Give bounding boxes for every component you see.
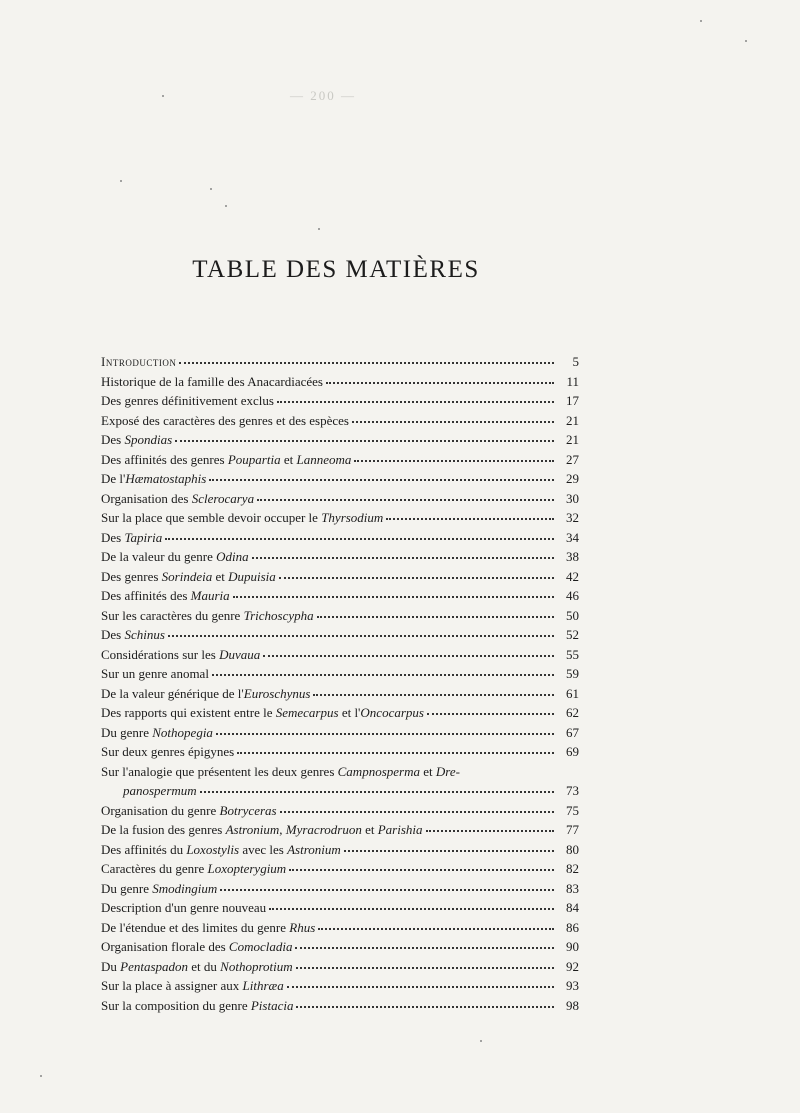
toc-entry-title xyxy=(101,937,292,957)
toc-title-fragment: et l' xyxy=(338,705,361,720)
toc-title-fragment: Parishia xyxy=(377,822,423,837)
toc-entry xyxy=(101,840,579,860)
toc-page-number: 73 xyxy=(566,783,579,798)
toc-title-fragment: Pentaspadon xyxy=(120,958,189,974)
toc-page-number: 27 xyxy=(566,451,579,467)
dot-leader xyxy=(237,751,554,754)
toc-title-fragment: Des xyxy=(101,529,125,545)
toc-title-fragment: Spondias xyxy=(124,432,173,447)
toc-page-number: 69 xyxy=(566,744,579,759)
toc-entry xyxy=(101,352,579,372)
toc-title-fragment: et du xyxy=(188,958,221,974)
toc-title-fragment: Considérations sur les xyxy=(101,646,220,662)
paper-speck xyxy=(120,180,122,182)
toc-title-fragment: Sorindeia xyxy=(161,568,213,584)
toc-title-fragment: Caractères du genre xyxy=(101,861,208,876)
toc-entry-title xyxy=(101,372,323,392)
toc-page-number: 55 xyxy=(566,646,579,662)
toc-entry xyxy=(101,567,579,587)
toc-title-fragment: Dre- xyxy=(435,763,460,779)
dot-leader xyxy=(200,790,554,793)
toc-page-number: 46 xyxy=(566,588,579,603)
dot-leader xyxy=(287,985,554,988)
dot-leader xyxy=(279,576,554,579)
dot-leader xyxy=(168,634,554,637)
page-title: TABLE DES MATIÈRES xyxy=(192,256,480,283)
toc-title-fragment: Du genre xyxy=(101,880,153,896)
toc-entry xyxy=(101,586,579,606)
toc-page-number: 29 xyxy=(566,471,579,486)
dot-leader xyxy=(252,556,554,559)
dot-leader xyxy=(296,966,554,969)
dot-leader xyxy=(212,673,554,676)
toc-entry xyxy=(101,762,579,782)
toc-entry xyxy=(101,606,579,626)
toc-entry-title xyxy=(101,762,460,782)
toc-title-fragment: De la valeur du genre xyxy=(101,549,217,564)
toc-entry-title xyxy=(101,411,349,431)
dot-leader xyxy=(269,907,554,910)
dot-leader xyxy=(313,693,554,696)
toc-entry-title xyxy=(101,567,276,587)
toc-title-fragment: De la valeur générique de l' xyxy=(101,685,244,701)
toc-entry xyxy=(101,469,579,489)
toc-title-fragment: Lanneoma xyxy=(296,451,352,467)
paper-speck xyxy=(745,40,747,42)
toc-title-fragment: Exposé des caractères des genres et des espèces xyxy=(101,412,349,428)
toc-title-fragment: Botryceras xyxy=(219,802,277,818)
toc-title-fragment: Campnosperma xyxy=(337,763,420,779)
toc-title-fragment: Sur la place à assigner aux xyxy=(101,978,243,993)
toc-title-fragment: Des genres définitivement exclus xyxy=(101,393,274,408)
toc-title-fragment: Oncocarpus xyxy=(360,705,424,720)
toc-title-fragment: Duvaua xyxy=(219,646,261,662)
dot-leader xyxy=(295,946,554,949)
toc-title-fragment: Sur l'analogie que présentent les deux genres xyxy=(101,763,338,779)
toc-entry-title xyxy=(101,957,293,977)
toc-page-number: 98 xyxy=(566,997,579,1013)
toc-title-fragment: Des rapports qui existent entre le xyxy=(101,705,276,720)
toc-entry-title xyxy=(101,528,162,548)
dot-leader xyxy=(179,361,554,364)
toc-entry-title xyxy=(101,781,197,801)
toc-page-number: 83 xyxy=(566,880,579,896)
toc-page-number: 61 xyxy=(566,685,579,701)
toc-page-number: 17 xyxy=(566,393,579,408)
toc-title-fragment: Sur les caractères du genre xyxy=(101,607,244,623)
dot-leader xyxy=(220,888,554,891)
toc-entry-title xyxy=(101,664,209,684)
toc-title-fragment: Hæmatostaphis xyxy=(125,471,207,486)
dot-leader xyxy=(354,459,554,462)
toc-entry xyxy=(101,820,579,840)
toc-title-fragment: et xyxy=(361,822,378,837)
dot-leader xyxy=(263,654,554,657)
toc-title-fragment: Astronium xyxy=(287,841,341,857)
toc-title-fragment: panospermum xyxy=(123,783,197,798)
toc-page-number: 50 xyxy=(566,607,579,623)
toc-page-number: 21 xyxy=(566,432,579,447)
toc-entry-title xyxy=(101,450,351,470)
toc-title-fragment: Des xyxy=(101,627,125,642)
toc-title-fragment: et xyxy=(419,763,436,779)
toc-title-fragment: Thyrsodium xyxy=(321,510,384,525)
toc-title-fragment: Mauria xyxy=(190,588,230,603)
toc-page-number: 32 xyxy=(566,510,579,525)
toc-entry-title xyxy=(101,586,230,606)
toc-title-fragment: Sclerocarya xyxy=(191,490,255,506)
toc-title-fragment: Rhus xyxy=(289,919,316,935)
toc-title-fragment: Organisation du genre xyxy=(101,802,220,818)
dot-leader xyxy=(317,615,554,618)
toc-entry-title xyxy=(101,801,277,821)
toc-entry xyxy=(101,489,579,509)
dot-leader xyxy=(344,849,554,852)
toc-title-fragment: Du xyxy=(101,958,121,974)
toc-entry xyxy=(101,372,579,392)
toc-entry-title xyxy=(101,508,383,528)
toc-title-fragment: , xyxy=(279,822,286,837)
toc-page-number: 67 xyxy=(566,724,579,740)
toc-entry xyxy=(101,996,579,1016)
dot-leader xyxy=(352,420,554,423)
toc-title-fragment: Des genres xyxy=(101,568,162,584)
toc-page-number: 75 xyxy=(566,802,579,818)
toc-entry xyxy=(101,976,579,996)
dot-leader xyxy=(216,732,554,735)
toc-title-fragment: et xyxy=(212,568,229,584)
toc-title-fragment: Astronium xyxy=(225,822,280,837)
toc-entry xyxy=(101,879,579,899)
toc-page-number: 86 xyxy=(566,919,579,935)
toc-title-fragment: Trichoscypha xyxy=(243,607,314,623)
toc-entry-title xyxy=(101,723,213,743)
toc-page-number: 80 xyxy=(566,841,579,857)
toc-entry xyxy=(101,664,579,684)
toc-page-number: 82 xyxy=(566,861,579,876)
toc-title-fragment: De l' xyxy=(101,471,126,486)
toc-title-fragment: Description d'un genre nouveau xyxy=(101,900,267,915)
table-of-contents xyxy=(101,352,579,1015)
toc-title-fragment: Myracrodruon xyxy=(285,822,362,837)
toc-entry-title xyxy=(101,859,286,879)
toc-entry xyxy=(101,937,579,957)
paper-speck xyxy=(210,188,212,190)
toc-page-number: 77 xyxy=(566,822,579,837)
paper-speck xyxy=(700,20,702,22)
toc-title-fragment: Sur la place que semble devoir occuper le xyxy=(101,510,322,525)
toc-entry xyxy=(101,391,579,411)
dot-leader xyxy=(289,868,554,871)
toc-entry-title xyxy=(101,430,172,450)
toc-page-number: 5 xyxy=(572,354,579,369)
dot-leader xyxy=(426,829,554,832)
toc-entry xyxy=(101,528,579,548)
toc-entry-title xyxy=(101,352,176,372)
dot-leader xyxy=(175,439,554,442)
toc-entry xyxy=(101,742,579,762)
toc-page-number: 30 xyxy=(566,490,579,506)
toc-entry-title xyxy=(101,469,206,489)
toc-entry-title xyxy=(101,703,424,723)
toc-entry-title xyxy=(101,879,217,899)
dot-leader xyxy=(277,400,554,403)
dot-leader xyxy=(318,927,554,930)
toc-title-fragment: et xyxy=(280,451,297,467)
toc-entry xyxy=(101,957,579,977)
dot-leader xyxy=(233,595,554,598)
toc-page-number: 21 xyxy=(566,412,579,428)
toc-title-fragment: Pistacia xyxy=(250,997,294,1013)
toc-page-number: 92 xyxy=(566,958,579,974)
toc-entry xyxy=(101,430,579,450)
toc-page-number: 59 xyxy=(566,666,579,681)
toc-entry xyxy=(101,411,579,431)
toc-page-number: 11 xyxy=(566,373,579,389)
dot-leader xyxy=(209,478,554,481)
toc-entry xyxy=(101,781,579,801)
toc-entry xyxy=(101,723,579,743)
toc-entry xyxy=(101,508,579,528)
dot-leader xyxy=(427,712,554,715)
toc-page-number: 42 xyxy=(566,568,579,584)
toc-title-fragment: Nothopegia xyxy=(152,724,213,740)
dot-leader xyxy=(326,381,554,384)
toc-title-fragment: Smodingium xyxy=(152,880,218,896)
toc-entry-title xyxy=(101,645,260,665)
toc-title-fragment: Des affinités des xyxy=(101,588,191,603)
toc-title-fragment: Lithræa xyxy=(242,978,284,993)
toc-page-number: 62 xyxy=(566,705,579,720)
dot-leader xyxy=(257,498,554,501)
toc-entry-title xyxy=(101,820,423,840)
paper-speck xyxy=(318,228,320,230)
toc-title-fragment: Poupartia xyxy=(227,451,281,467)
toc-entry-title xyxy=(101,742,234,762)
toc-title-fragment: Euroschynus xyxy=(243,685,311,701)
toc-title-fragment: Sur la composition du genre xyxy=(101,997,251,1013)
toc-title-fragment: De l'étendue et des limites du genre xyxy=(101,919,290,935)
paper-speck xyxy=(480,1040,482,1042)
toc-entry xyxy=(101,625,579,645)
toc-entry-title xyxy=(101,391,274,411)
toc-title-fragment: Comocladia xyxy=(228,939,293,954)
dot-leader xyxy=(165,537,554,540)
toc-entry xyxy=(101,450,579,470)
toc-entry xyxy=(101,684,579,704)
dot-leader xyxy=(296,1005,554,1008)
toc-entry-title xyxy=(101,918,315,938)
toc-entry-title xyxy=(101,840,341,860)
toc-title-fragment: Semecarpus xyxy=(275,705,339,720)
toc-entry-title xyxy=(101,547,249,567)
toc-entry-title xyxy=(101,489,254,509)
toc-entry xyxy=(101,859,579,879)
dot-leader xyxy=(280,810,554,813)
toc-entry-title xyxy=(101,684,310,704)
toc-title-fragment: Des affinités des genres xyxy=(101,451,228,467)
toc-title-fragment: Introduction xyxy=(101,354,177,369)
toc-title-fragment: De la fusion des genres xyxy=(101,822,226,837)
toc-title-fragment: Loxostylis xyxy=(186,841,240,857)
toc-entry-title xyxy=(101,976,284,996)
toc-entry xyxy=(101,801,579,821)
toc-page-number: 38 xyxy=(566,549,579,564)
toc-title-fragment: Odina xyxy=(216,549,249,564)
paper-speck xyxy=(225,205,227,207)
toc-entry xyxy=(101,898,579,918)
toc-entry xyxy=(101,645,579,665)
toc-title-fragment: Sur un genre anomal xyxy=(101,666,209,681)
toc-entry xyxy=(101,918,579,938)
toc-page-number: 52 xyxy=(566,627,579,642)
toc-page-number: 90 xyxy=(566,939,579,954)
toc-page-number: 93 xyxy=(566,978,579,993)
toc-entry-title xyxy=(101,996,293,1016)
toc-title-fragment: Du genre xyxy=(101,724,153,740)
toc-title-fragment: Organisation des xyxy=(101,490,192,506)
toc-title-fragment: Des affinités du xyxy=(101,841,187,857)
toc-title-fragment: Des xyxy=(101,432,125,447)
toc-entry xyxy=(101,703,579,723)
toc-title-fragment: Tapiria xyxy=(124,529,163,545)
bleed-through-page-number: — 200 — xyxy=(290,88,356,103)
paper-speck xyxy=(162,95,164,97)
paper-speck xyxy=(40,1075,42,1077)
toc-page-number: 34 xyxy=(566,529,579,545)
toc-entry xyxy=(101,547,579,567)
toc-title-fragment: avec les xyxy=(239,841,288,857)
toc-title-fragment: Schinus xyxy=(124,627,165,642)
toc-entry-title xyxy=(101,898,266,918)
toc-title-fragment: Dupuisia xyxy=(228,568,276,584)
toc-entry-title xyxy=(101,606,314,626)
toc-title-fragment: Organisation florale des xyxy=(101,939,229,954)
dot-leader xyxy=(386,517,554,520)
toc-title-fragment: Historique de la famille des Anacardiacées xyxy=(101,373,323,389)
toc-title-fragment: Nothoprotium xyxy=(220,958,293,974)
toc-title-fragment: Sur deux genres épigynes xyxy=(101,744,235,759)
toc-page-number: 84 xyxy=(566,900,579,915)
toc-entry-title xyxy=(101,625,165,645)
toc-title-fragment: Loxopterygium xyxy=(207,861,287,876)
